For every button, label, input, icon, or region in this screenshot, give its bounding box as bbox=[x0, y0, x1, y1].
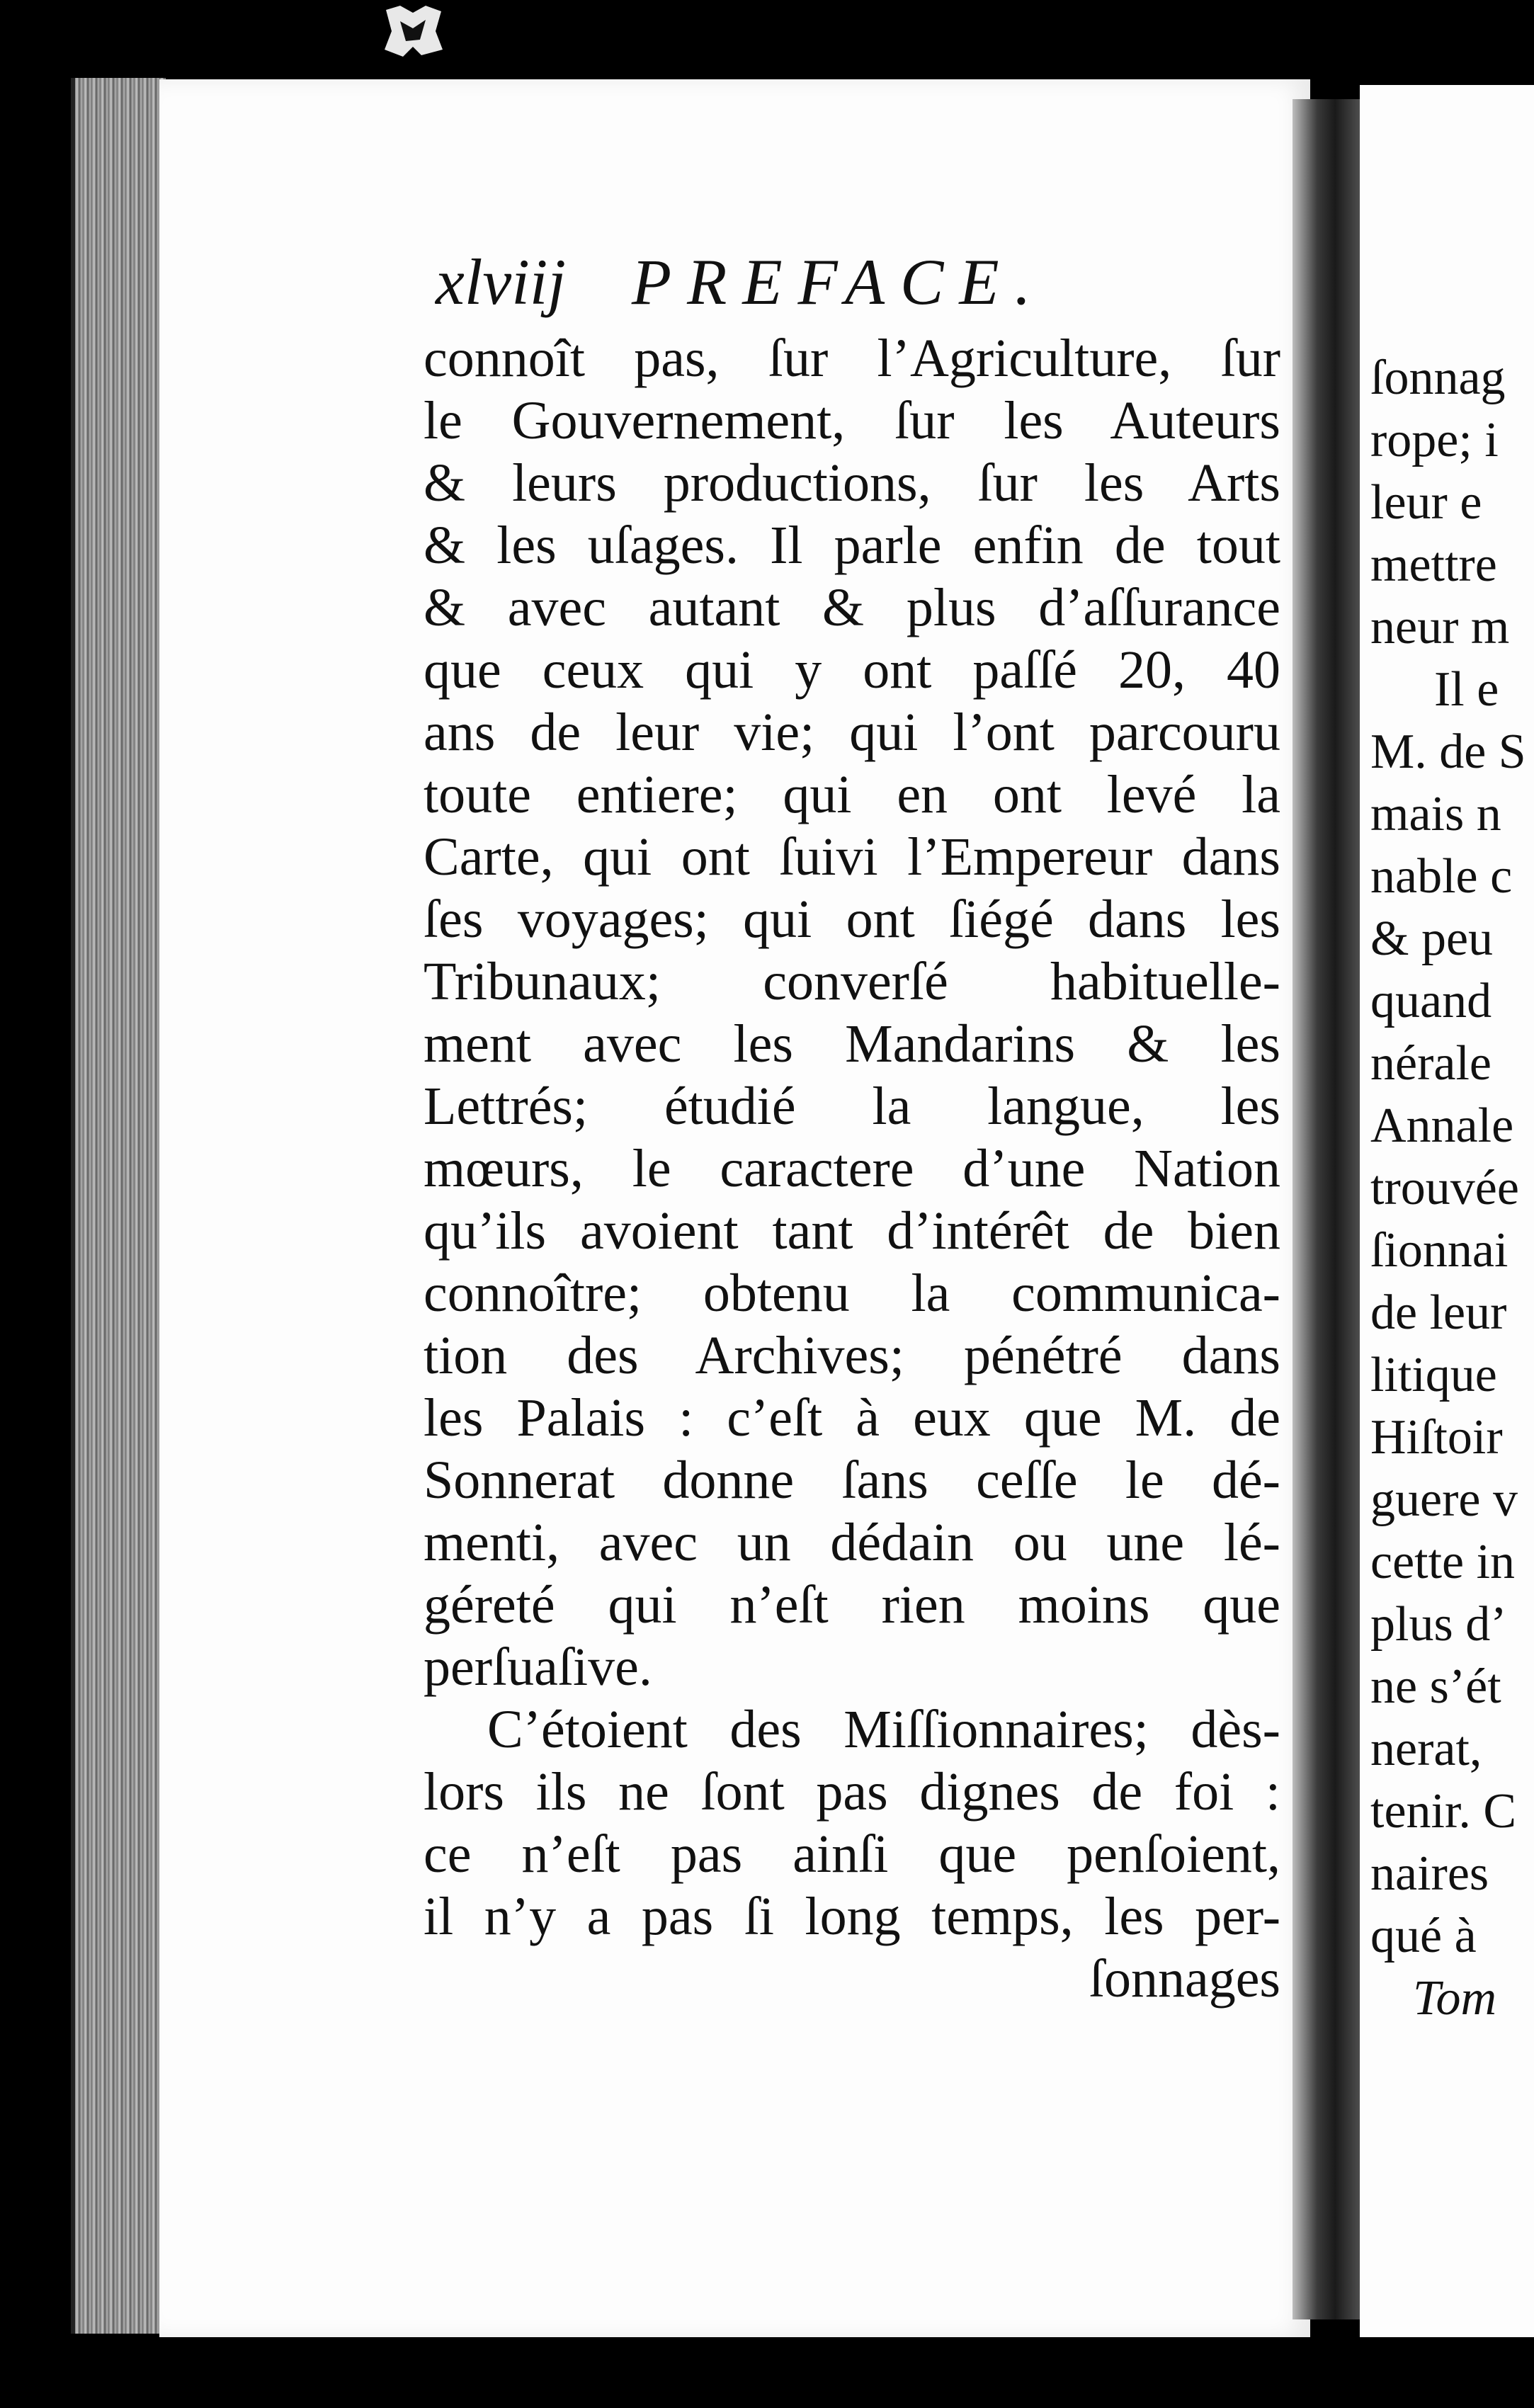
text-line: tenir. C bbox=[1370, 1784, 1517, 1839]
text-line: que ceux qui y ont paſſé 20, 40 bbox=[424, 640, 1280, 700]
text-line: & leurs productions, ſur les Arts bbox=[424, 453, 1280, 513]
text-line: mœurs, le caractere d’une Nation bbox=[424, 1139, 1280, 1198]
text-line: ans de leur vie; qui l’ont parcouru bbox=[424, 703, 1280, 762]
folio-number: xlviij bbox=[436, 246, 566, 318]
text-line: géreté qui n’eſt rien moins que bbox=[424, 1575, 1280, 1635]
text-line: nérale bbox=[1370, 1036, 1492, 1091]
text-line: les Palais : c’eſt à eux que M. de bbox=[424, 1388, 1280, 1448]
text-line: nerat, bbox=[1370, 1722, 1482, 1776]
text-line: cette in bbox=[1370, 1535, 1516, 1589]
text-line: trouvée bbox=[1370, 1161, 1519, 1215]
signature-mark: Tom bbox=[1413, 1971, 1497, 2026]
text-line: Annale bbox=[1370, 1098, 1514, 1153]
text-line: nable c bbox=[1370, 849, 1513, 904]
text-line: lors ils ne ſont pas dignes de foi : bbox=[424, 1762, 1280, 1822]
text-line: guere v bbox=[1370, 1472, 1518, 1527]
catchword: ſonnages bbox=[1089, 1949, 1280, 2009]
running-title: PREFACE. bbox=[631, 246, 1047, 318]
page-header bbox=[436, 244, 1285, 329]
text-line: qué à bbox=[1370, 1909, 1477, 1963]
text-line: M. de S bbox=[1370, 725, 1526, 779]
text-line: & peu bbox=[1370, 911, 1494, 966]
text-line: neur m bbox=[1370, 600, 1510, 654]
book-fore-edge bbox=[71, 78, 166, 2334]
text-line: ment avec les Mandarins & les bbox=[424, 1014, 1280, 1074]
text-line: le Gouvernement, ſur les Auteurs bbox=[424, 391, 1280, 450]
text-line: tion des Archives; pénétré dans bbox=[424, 1326, 1280, 1385]
text-line: Il e bbox=[1434, 662, 1499, 717]
text-line: ſionnai bbox=[1370, 1223, 1509, 1278]
text-line: ſonnag bbox=[1370, 351, 1506, 405]
text-line: ne s’ét bbox=[1370, 1659, 1501, 1714]
text-line: perſuaſive. bbox=[424, 1637, 652, 1697]
text-line: & les uſages. Il parle enfin de tout bbox=[424, 516, 1280, 575]
text-line: Sonnerat donne ſans ceſſe le dé- bbox=[424, 1450, 1280, 1510]
text-line: litique bbox=[1370, 1348, 1497, 1402]
text-line: C’étoient des Miſſionnaires; dès- bbox=[487, 1700, 1280, 1759]
text-line: leur e bbox=[1370, 475, 1482, 530]
left-page-text bbox=[424, 327, 1280, 2010]
text-line: naires bbox=[1370, 1846, 1489, 1901]
text-line: connoître; obtenu la communica- bbox=[424, 1263, 1280, 1323]
text-line: mettre bbox=[1370, 538, 1497, 592]
text-line: plus d’ bbox=[1370, 1597, 1507, 1652]
text-line: de leur bbox=[1370, 1285, 1507, 1340]
text-line: Tribunaux; converſé habituelle- bbox=[424, 952, 1280, 1011]
text-line: mais n bbox=[1370, 787, 1501, 841]
text-line: Hiſtoir bbox=[1370, 1410, 1503, 1465]
text-line: Carte, qui ont ſuivi l’Empereur dans bbox=[424, 827, 1280, 887]
text-line: menti, avec un dédain ou une lé- bbox=[424, 1513, 1280, 1572]
text-line: toute entiere; qui en ont levé la bbox=[424, 765, 1280, 824]
text-line: quand bbox=[1370, 974, 1492, 1028]
text-line: rope; i bbox=[1370, 413, 1499, 467]
text-line: connoît pas, ſur l’Agriculture, ſur bbox=[424, 329, 1280, 388]
text-line: qu’ils avoient tant d’intérêt de bien bbox=[424, 1201, 1280, 1261]
book-gutter bbox=[1292, 99, 1363, 2319]
right-page-text bbox=[1370, 347, 1534, 2030]
text-line: ce n’eſt pas ainſi que penſoient, bbox=[424, 1824, 1280, 1884]
text-line: il n’y a pas ſi long temps, les per- bbox=[424, 1887, 1280, 1946]
text-line: & avec autant & plus d’aſſurance bbox=[424, 578, 1280, 637]
library-stamp-mark bbox=[379, 3, 447, 59]
text-line: Lettrés; étudié la langue, les bbox=[424, 1077, 1280, 1136]
text-line: ſes voyages; qui ont ſiégé dans les bbox=[424, 890, 1280, 949]
